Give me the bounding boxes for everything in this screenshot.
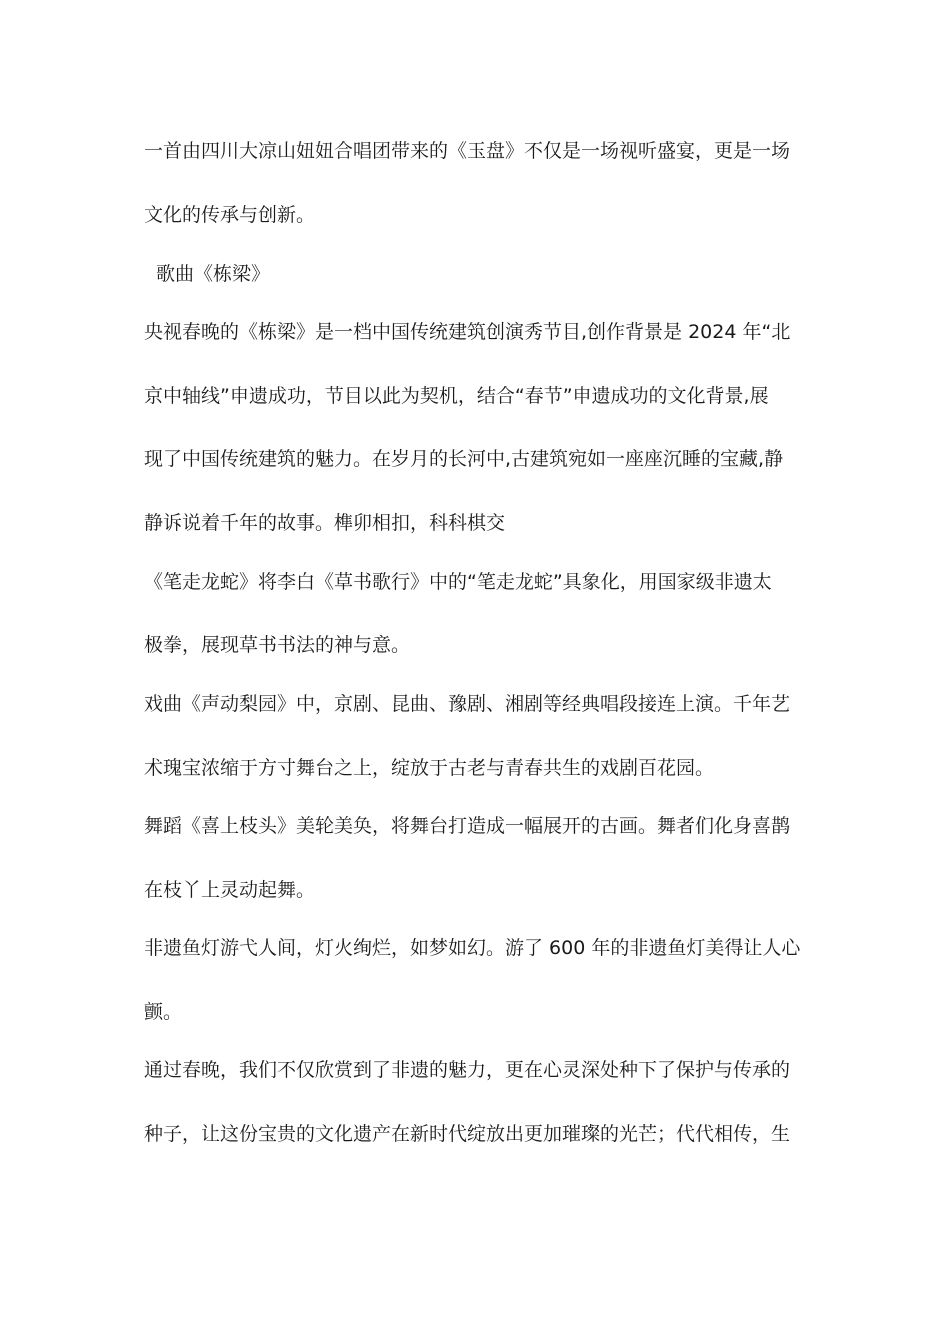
text-line: 文化的传承与创新。 — [144, 204, 316, 226]
text-line: 一首由四川大凉山妞妞合唱团带来的《玉盘》不仅是一场视听盛宴，更是一场 — [144, 140, 791, 162]
text-line: 静诉说着千年的故事。榫卯相扣，科科棋交 — [144, 512, 506, 534]
text-line: 舞蹈《喜上枝头》美轮美奂，将舞台打造成一幅展开的古画。舞者们化身喜鹊 — [144, 815, 791, 837]
text-line: 央视春晚的《栋梁》是一档中国传统建筑创演秀节目,创作背景是 2024 年“北 — [144, 321, 791, 343]
text-line: 戏曲《声动梨园》中，京剧、昆曲、豫剧、湘剧等经典唱段接连上演。千年艺 — [144, 693, 791, 715]
text-line: 颤。 — [144, 1001, 183, 1023]
text-line: 《笔走龙蛇》将李白《草书歌行》中的“笔走龙蛇”具象化，用国家级非遗太 — [144, 571, 772, 593]
text-line: 现了中国传统建筑的魅力。在岁月的长河中,古建筑宛如一座座沉睡的宝藏,静 — [144, 448, 784, 470]
section-heading: 歌曲《栋梁》 — [156, 263, 271, 285]
text-line: 术瑰宝浓缩于方寸舞台之上，绽放于古老与青春共生的戏剧百花园。 — [144, 757, 715, 779]
text-line: 在枝丫上灵动起舞。 — [144, 879, 316, 901]
text-line: 京中轴线”申遗成功，节目以此为契机，结合“春节”申遗成功的文化背景,展 — [144, 385, 769, 407]
text-line: 非遗鱼灯游弋人间，灯火绚烂，如梦如幻。游了 600 年的非遗鱼灯美得让人心 — [144, 937, 801, 959]
text-line: 种子，让这份宝贵的文化遗产在新时代绽放出更加璀璨的光芒；代代相传，生 — [144, 1123, 791, 1145]
text-line: 通过春晚，我们不仅欣赏到了非遗的魅力，更在心灵深处种下了保护与传承的 — [144, 1059, 791, 1081]
text-line: 极拳，展现草书书法的神与意。 — [144, 634, 411, 656]
